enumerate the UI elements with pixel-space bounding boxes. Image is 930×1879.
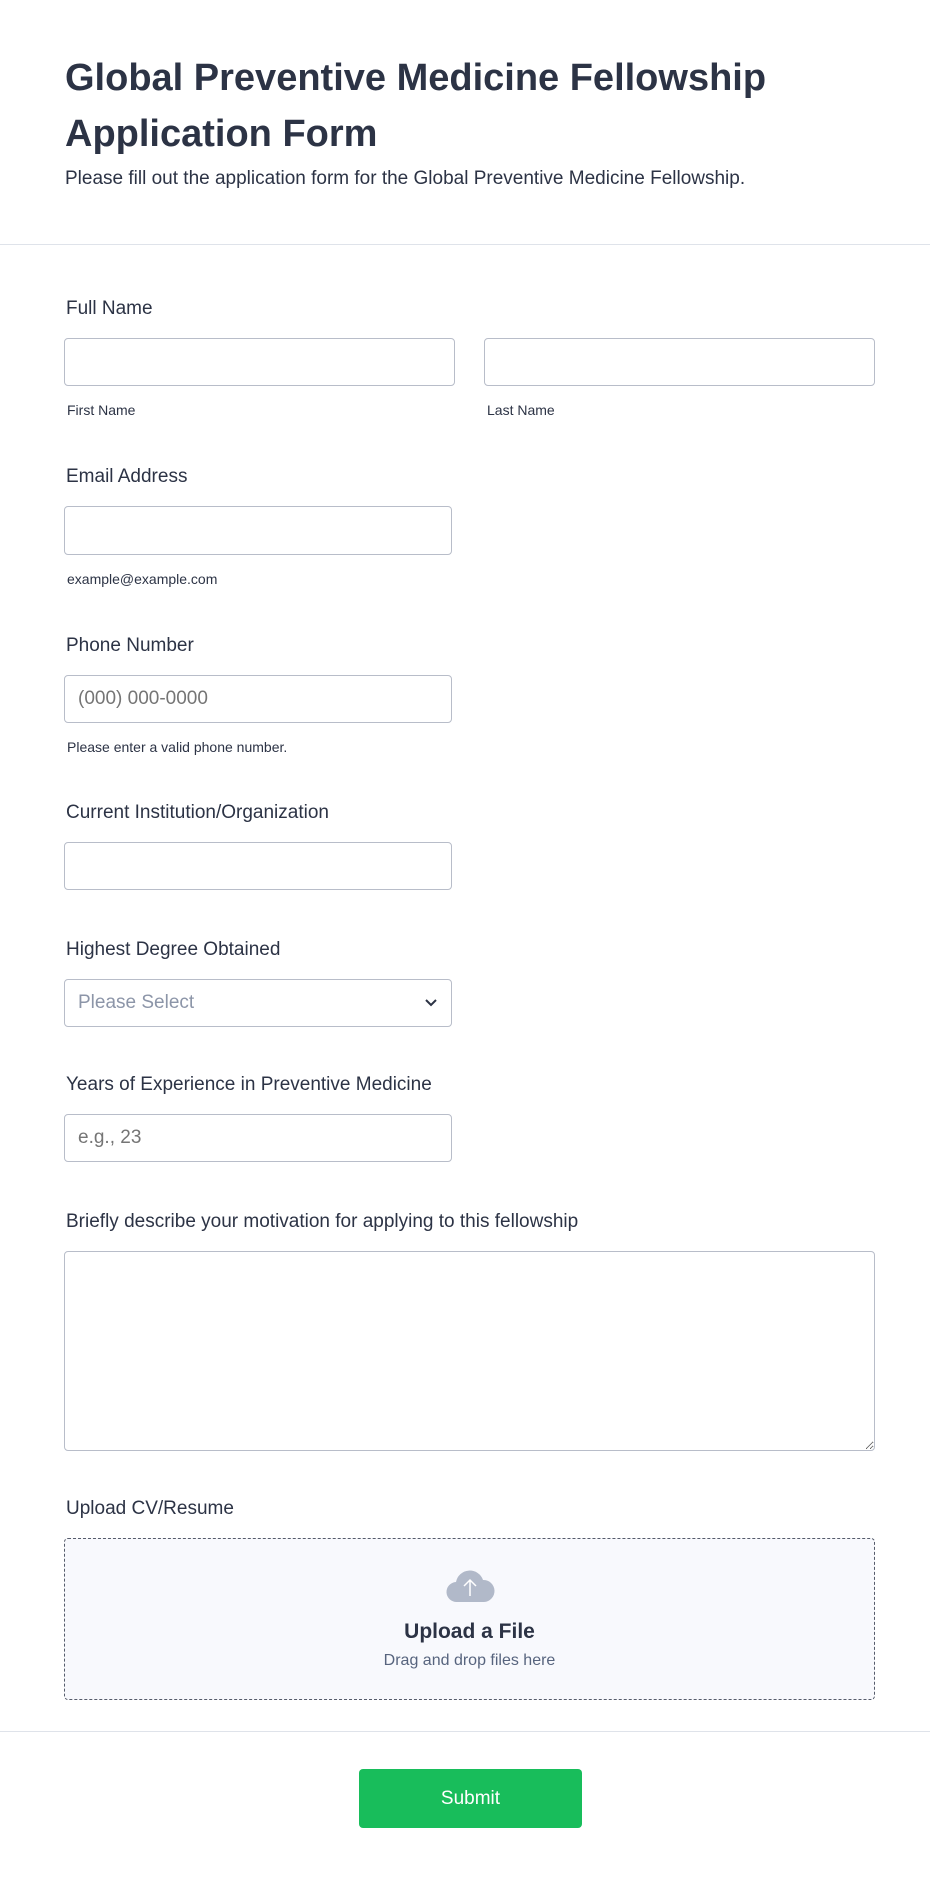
footer-divider [0,1731,930,1732]
motivation-label: Briefly describe your motivation for applying to this fellowship [66,1211,579,1232]
upload-hint: Drag and drop files here [383,1652,556,1669]
degree-select[interactable] [64,979,452,1027]
file-dropzone[interactable] [64,1538,875,1700]
submit-button[interactable]: Submit [359,1769,582,1828]
chevron-down-icon [424,998,438,1008]
page-subtitle: Please fill out the application form for the Global Preventive Medicine Fellowship. [65,168,746,189]
motivation-textarea[interactable] [64,1251,875,1451]
degree-selected-value: Please Select [78,992,195,1013]
experience-input[interactable] [64,1114,452,1162]
institution-input[interactable] [64,842,452,890]
page-title: Global Preventive Medicine Fellowship Application Form [65,57,767,155]
phone-sublabel: Please enter a valid phone number. [67,739,288,755]
phone-label: Phone Number [66,635,194,656]
cloud-upload-icon [445,1568,495,1604]
email-input[interactable] [64,506,452,555]
experience-label: Years of Experience in Preventive Medicine [66,1074,432,1095]
upload-label: Upload CV/Resume [66,1498,234,1519]
header-divider [0,244,930,245]
degree-label: Highest Degree Obtained [66,939,281,960]
first-name-sublabel: First Name [67,402,136,418]
institution-label: Current Institution/Organization [66,802,329,823]
last-name-sublabel: Last Name [487,402,555,418]
phone-input[interactable] [64,675,452,723]
full-name-label: Full Name [66,298,153,319]
email-label: Email Address [66,466,188,487]
email-sublabel: example@example.com [67,571,218,587]
last-name-input[interactable] [484,338,875,386]
first-name-input[interactable] [64,338,455,386]
upload-title: Upload a File [404,1620,535,1643]
